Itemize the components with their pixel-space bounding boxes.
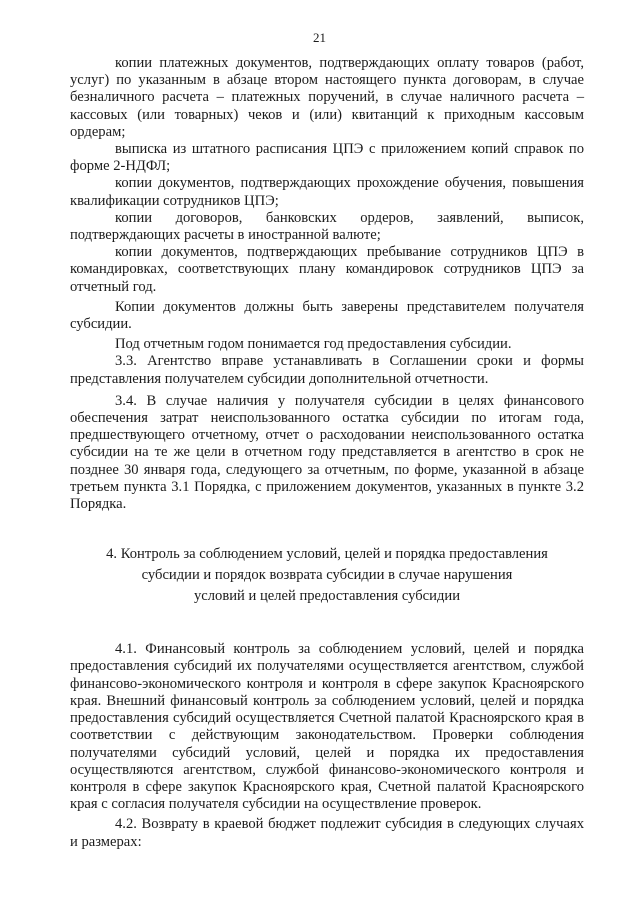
paragraph-4-1: 4.1. Финансовый контроль за соблюдением условий, целей и порядка предоставления субсидий их получателями осуществляется агентством, службой финансово-экономического контроля и контроля в сфере закупок Красноярского края. Внешний финансовый контроль за соблюдением условий, целей и порядка предоставления субсидий осуществляется Счетной палатой Красноярского края в соответствии с действующим законодательством. Проверки соблюдения получателями субсидий условий, целей и порядка их предоставления осуществляются агентством, службой финансово-экономического контроля и контроля в сфере закупок Красноярского края, Счетной палатой Красноярского края с согласия получателя субсидии на осуществление проверок.: [70, 641, 584, 813]
paragraph-staff-schedule: выписка из штатного расписания ЦПЭ с приложением копий справок по форме 2-НДФЛ;: [70, 141, 584, 175]
section-4-heading-line-2: субсидии и порядок возврата субсидии в случае нарушения: [141, 567, 513, 584]
section-4-heading-line-3: условий и целей предоставления субсидии: [193, 588, 461, 605]
paragraph-business-trips: копии документов, подтверждающих пребывание сотрудников ЦПЭ в командировках, соответствующих плану командировок сотрудников ЦПЭ за отчетный год.: [70, 244, 584, 295]
page-number: 21: [313, 30, 326, 45]
paragraph-currency-documents: копии договоров, банковских ордеров, заявлений, выписок, подтверждающих расчеты в иностранной валюте;: [70, 209, 584, 244]
paragraph-certified-copies: Копии документов должны быть заверены представителем получателя субсидии.: [70, 298, 584, 333]
paragraph-3-4: 3.4. В случае наличия у получателя субсидии в целях финансового обеспечения затрат неиспользованного остатка субсидии по итогам года, предшествующего отчетному, отчет о расходовании неиспользованного остатка субсидии на те же цели в отчетном году представляется в агентство в срок не позднее 30 января года, следующего за отчетным, по форме, указанной в абзаце третьем пункта 3.1 Порядка, с приложением документов, указанных в пункте 3.2 Порядка.: [70, 392, 584, 513]
paragraph-reporting-year: Под отчетным годом понимается год предоставления субсидии.: [115, 336, 512, 353]
document-body: [70, 55, 584, 851]
paragraph-payment-documents: копии платежных документов, подтверждающих оплату товаров (работ, услуг) по указанным в абзаце втором настоящего пункта договорам, в случае безналичного расчета – платежных поручений, в случае наличного расчета – кассовых (или товарных) чеков и (или) квитанций к приходным кассовым ордерам;: [70, 55, 584, 140]
paragraph-3-3: 3.3. Агентство вправе устанавливать в Соглашении сроки и формы представления получателем субсидии дополнительной отчетности.: [70, 353, 584, 387]
section-4-heading: [70, 544, 584, 607]
paragraph-training-documents: копии документов, подтверждающих прохождение обучения, повышения квалификации сотрудников ЦПЭ;: [70, 175, 584, 209]
paragraph-4-2: 4.2. Возврату в краевой бюджет подлежит субсидия в следующих случаях и размерах:: [70, 816, 584, 850]
section-4-heading-line-1: 4. Контроль за соблюдением условий, целей и порядка предоставления: [106, 546, 548, 563]
